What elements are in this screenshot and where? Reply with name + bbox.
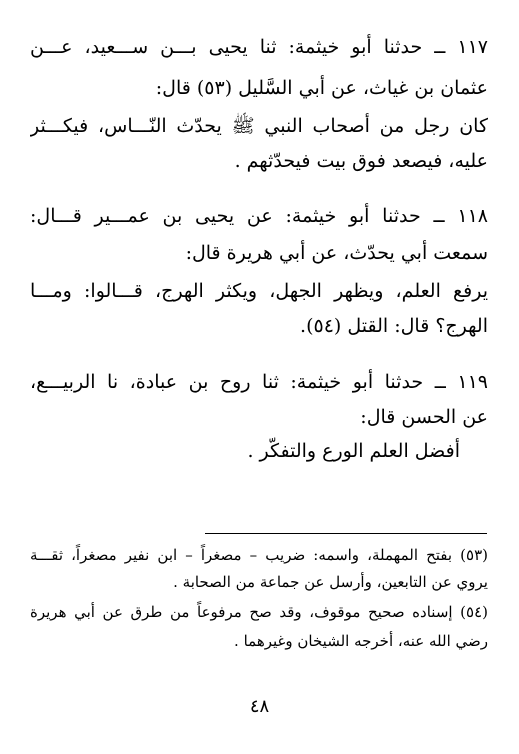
- hadith-118-line-1: ١١٨ ــ حدثنا أبو خيثمة: عن يحيى بن عمـــير قـــال:: [30, 205, 488, 227]
- hadith-117-line-3: كان رجل من أصحاب النبي ﷺ يحدّث النّـــاس، فيكـــثر: [30, 115, 488, 137]
- footnote-53-line-2: يروي عن التابعين، وأرسل عن جماعة من الصحابة .: [173, 573, 488, 591]
- footnote-53-line-1: (٥٣) بفتح المهملة، واسمه: ضريب – مصغراً – ابن نفير مصغراً، ثقـــة: [30, 546, 488, 564]
- page-number: ٤٨: [249, 696, 270, 717]
- hadith-119-line-2: عن الحسن قال:: [360, 406, 488, 428]
- footnote-separator: [205, 533, 487, 534]
- hadith-119-line-1: ١١٩ ــ حدثنا أبو خيثمة: ثنا روح بن عبادة، نا الربيـــع،: [30, 371, 488, 393]
- footnote-54-line-2: رضي الله عنه، أخرجه الشيخان وغيرهما .: [234, 632, 488, 650]
- hadith-118-line-3: يرفع العلم، ويظهر الجهل، ويكثر الهرج، قـــالوا: ومـــا: [30, 280, 488, 302]
- footnote-54-line-1: (٥٤) إسناده صحيح موقوف، وقد صح مرفوعاً من طرق عن أبي هريرة: [30, 603, 488, 621]
- hadith-117-line-1: ١١٧ ــ حدثنا أبو خيثمة: ثنا يحيى بـــن ســـعيد، عـــن: [30, 36, 488, 58]
- hadith-118-line-2: سمعت أبي يحدّث، عن أبي هريرة قال:: [185, 242, 488, 264]
- hadith-119-line-3: أفضل العلم الورع والتفكّر .: [247, 440, 460, 462]
- hadith-117-line-4: عليه، فيصعد فوق بيت فيحدّثهم .: [234, 150, 488, 172]
- hadith-118-line-4: الهرج؟ قال: القتل (٥٤).: [300, 315, 488, 337]
- hadith-117-line-2: عثمان بن غياث، عن أبي السَّليل (٥٣) قال:: [155, 77, 488, 99]
